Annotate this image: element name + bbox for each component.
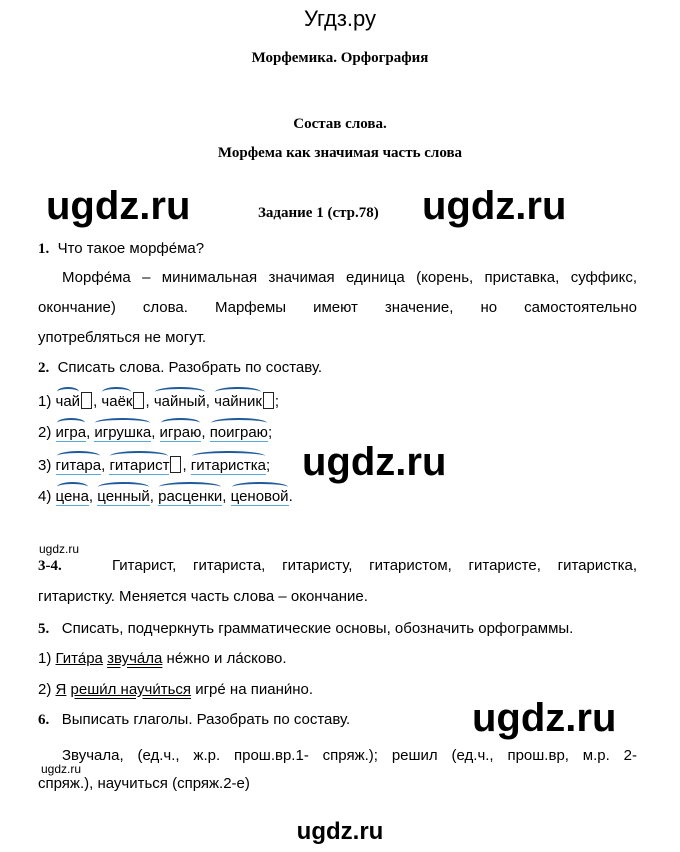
question-3-4 (38, 557, 637, 575)
word: гитара (55, 457, 102, 474)
section-subtitle: Морфема как значимая часть слова (217, 145, 463, 161)
row-number: 3) (38, 457, 52, 474)
watermark-small: ugdz.ru (41, 762, 82, 776)
watermark-small: ugdz.ru (39, 542, 80, 556)
word: гитарист (109, 457, 170, 474)
answer-line: гитаристку. Меняется часть слова – окончание. (38, 588, 368, 605)
word: игре́ (195, 681, 226, 698)
sentence-number: 2) (38, 681, 52, 698)
watermark: ugdz.ru (46, 184, 191, 228)
question-2 (38, 359, 322, 377)
word: цена (55, 488, 89, 505)
sentence-2 (38, 681, 313, 698)
null-ending (81, 392, 92, 409)
predicate: звуча́ла (107, 650, 163, 667)
watermark: ugdz.ru (302, 440, 447, 484)
null-ending (263, 392, 274, 409)
question-1 (38, 240, 204, 258)
answer-line: Звучала, (ед.ч., ж.р. прош.вр.1- спряж.); решил (ед.ч., прош.вр, м.р. 2- (62, 747, 637, 764)
page-heading: Морфемика. Орфография (251, 50, 429, 66)
word: поиграю (209, 424, 268, 441)
question-text: Списать слова. Разобрать по составу. (57, 359, 323, 376)
answer-line: окончание) слова. Марфемы имеют значение, но самостоятельно (38, 299, 637, 316)
word: расценки (158, 488, 223, 505)
word: чайник (214, 393, 262, 410)
word: игрушка (94, 424, 152, 441)
row-number: 1) (38, 393, 52, 410)
section-title: Состав слова. (293, 116, 387, 132)
word: и (214, 650, 223, 667)
word: ценовой (230, 488, 289, 505)
sentence-number: 1) (38, 650, 52, 667)
word-row-1: 1) чай , чаёк , чайный, чайник ; (38, 393, 280, 410)
answer-line: Морфе́ма – минимальная значимая единица (корень, приставка, суффикс, (62, 269, 637, 286)
watermark: ugdz.ru (422, 184, 567, 228)
watermark: ugdz.ru (472, 696, 617, 740)
word: играю (159, 424, 202, 441)
question-number: 5. (38, 621, 50, 637)
question-number: 3-4. (38, 558, 62, 574)
word: на (229, 681, 247, 698)
word-row-3: 3) гитара, гитарист , гитаристка; (38, 457, 271, 474)
site-title: Угдз.ру (303, 6, 377, 31)
watermark-footer: ugdz.ru (296, 818, 384, 845)
question-text: Что такое морфе́ма? (57, 240, 205, 257)
question-text: Гитарист, гитариста, гитаристу, гитаристом, гитаристе, гитаристка, (111, 557, 637, 574)
predicate: реши́л научи́ться (70, 681, 192, 698)
question-number: 2. (38, 360, 50, 376)
question-5 (38, 620, 573, 638)
null-ending (170, 456, 181, 473)
word-row-4: 4) цена, ценный, расценки, ценовой. (38, 488, 293, 505)
word: гитаристка (190, 457, 267, 474)
question-number: 1. (38, 241, 50, 257)
question-text: Выписать глаголы. Разобрать по составу. (61, 711, 351, 728)
subject: Гита́ра (55, 650, 103, 667)
question-text: Списать, подчеркнуть грамматические основы, обозначить орфограммы. (61, 620, 574, 637)
word-row-2: 2) игра, игрушка, играю, поиграю; (38, 424, 273, 441)
question-number: 6. (38, 712, 50, 728)
word: ценный (97, 488, 150, 505)
row-number: 4) (38, 488, 52, 505)
answer-line: спряж.), научиться (спряж.2-е) (38, 775, 250, 792)
subject: Я (55, 681, 67, 698)
word: чай (55, 393, 81, 410)
word: чайный (153, 393, 206, 410)
word: чаёк (101, 393, 133, 410)
question-6 (38, 711, 350, 729)
word: не́жно (166, 650, 210, 667)
word: игра (55, 424, 87, 441)
null-ending (133, 392, 144, 409)
word: ла́сково. (226, 650, 287, 667)
task-title: Задание 1 (стр.78) (258, 205, 379, 221)
sentence-1 (38, 650, 287, 667)
row-number: 2) (38, 424, 52, 441)
answer-line: употребляться не могут. (38, 329, 207, 346)
word: пиани́но. (250, 681, 314, 698)
